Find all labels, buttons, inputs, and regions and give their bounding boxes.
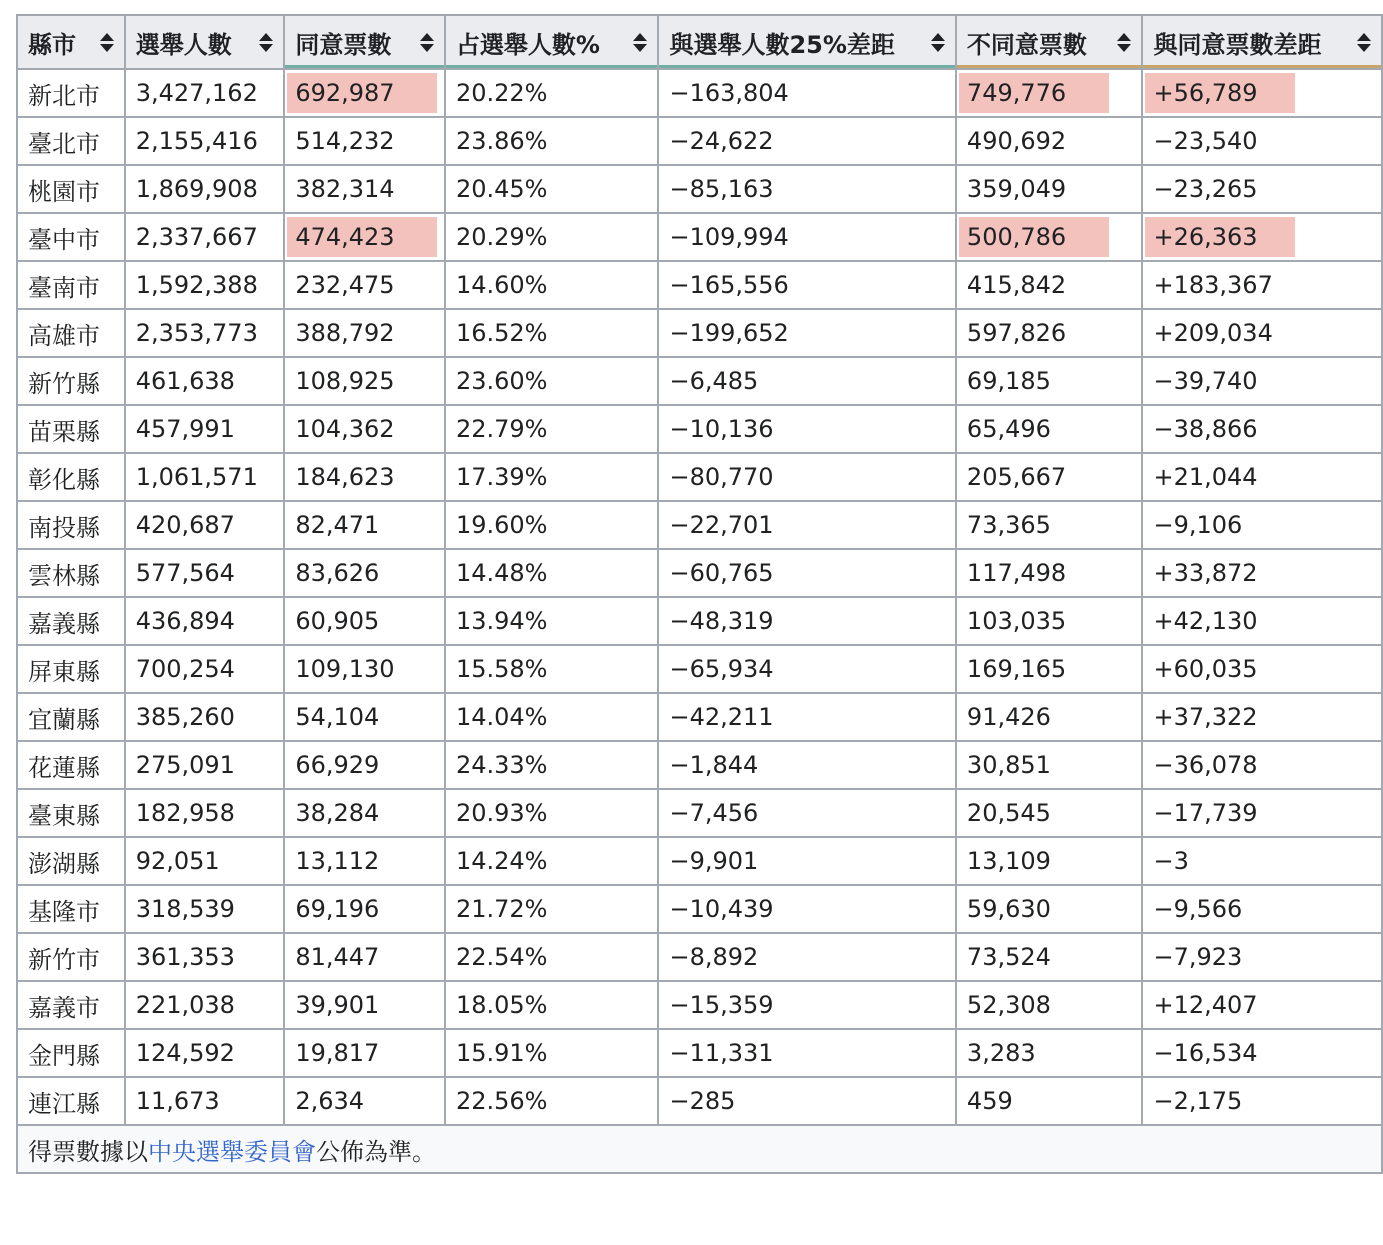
electorate-cell: 361,353 xyxy=(125,933,285,981)
table-row xyxy=(17,933,1382,981)
electorate-cell: 436,894 xyxy=(125,597,285,645)
agree-percent-cell: 22.79% xyxy=(445,405,659,453)
electorate-cell: 3,427,162 xyxy=(125,69,285,117)
agree-votes-cell: 82,471 xyxy=(284,501,445,549)
gap-agree-cell xyxy=(1142,69,1382,117)
cec-link[interactable]: 中央選舉委員會 xyxy=(148,1137,316,1166)
electorate-cell: 11,673 xyxy=(125,1077,285,1125)
table-row xyxy=(17,117,1382,165)
gap-agree-cell xyxy=(1142,213,1382,261)
agree-percent-cell: 20.93% xyxy=(445,789,659,837)
header-row xyxy=(17,15,1382,69)
cell-text: 500,786 xyxy=(966,223,1067,251)
agree-percent-cell: 13.94% xyxy=(445,597,659,645)
table-row xyxy=(17,885,1382,933)
gap-25-cell: −7,456 xyxy=(658,789,955,837)
footnote-row xyxy=(17,1125,1382,1173)
agree-votes-cell: 382,314 xyxy=(284,165,445,213)
table-row xyxy=(17,549,1382,597)
disagree-votes-cell: 359,049 xyxy=(956,165,1143,213)
disagree-votes-cell: 73,524 xyxy=(956,933,1143,981)
col-header-disagree-votes[interactable]: 不同意票數 xyxy=(956,15,1143,69)
county-cell: 南投縣 xyxy=(17,501,125,549)
cell-text: 692,987 xyxy=(295,79,395,107)
gap-25-cell: −285 xyxy=(658,1077,955,1125)
gap-agree-cell: +21,044 xyxy=(1142,453,1382,501)
county-cell: 金門縣 xyxy=(17,1029,125,1077)
disagree-votes-cell: 20,545 xyxy=(956,789,1143,837)
agree-votes-cell: 109,130 xyxy=(284,645,445,693)
gap-25-cell: −9,901 xyxy=(658,837,955,885)
gap-25-cell: −163,804 xyxy=(658,69,955,117)
table-row xyxy=(17,501,1382,549)
gap-agree-cell: +12,407 xyxy=(1142,981,1382,1029)
gap-agree-cell: +42,130 xyxy=(1142,597,1382,645)
table-row xyxy=(17,69,1382,117)
electorate-cell: 2,353,773 xyxy=(125,309,285,357)
gap-25-cell: −11,331 xyxy=(658,1029,955,1077)
agree-percent-cell: 17.39% xyxy=(445,453,659,501)
gap-25-cell: −8,892 xyxy=(658,933,955,981)
agree-votes-cell: 69,196 xyxy=(284,885,445,933)
disagree-votes-cell: 459 xyxy=(956,1077,1143,1125)
gap-25-cell: −65,934 xyxy=(658,645,955,693)
gap-agree-cell: +33,872 xyxy=(1142,549,1382,597)
county-cell: 臺南市 xyxy=(17,261,125,309)
disagree-votes-cell: 30,851 xyxy=(956,741,1143,789)
agree-percent-cell: 14.24% xyxy=(445,837,659,885)
agree-percent-cell: 24.33% xyxy=(445,741,659,789)
disagree-votes-cell: 59,630 xyxy=(956,885,1143,933)
col-header-gap-25[interactable]: 與選舉人數25%差距 xyxy=(658,15,955,69)
gap-25-cell: −80,770 xyxy=(658,453,955,501)
electorate-cell: 124,592 xyxy=(125,1029,285,1077)
table-row xyxy=(17,981,1382,1029)
disagree-votes-cell: 3,283 xyxy=(956,1029,1143,1077)
cell-text: 749,776 xyxy=(966,79,1067,107)
agree-percent-cell: 21.72% xyxy=(445,885,659,933)
agree-votes-cell: 81,447 xyxy=(284,933,445,981)
disagree-votes-cell: 205,667 xyxy=(956,453,1143,501)
electorate-cell: 385,260 xyxy=(125,693,285,741)
agree-percent-cell: 23.86% xyxy=(445,117,659,165)
gap-25-cell: −15,359 xyxy=(658,981,955,1029)
gap-agree-cell: −9,106 xyxy=(1142,501,1382,549)
col-header-agree-percent[interactable]: 占選舉人數% xyxy=(445,15,659,69)
agree-percent-cell: 16.52% xyxy=(445,309,659,357)
electorate-cell: 1,869,908 xyxy=(125,165,285,213)
table-row xyxy=(17,645,1382,693)
table-row xyxy=(17,789,1382,837)
agree-percent-cell: 23.60% xyxy=(445,357,659,405)
agree-votes-cell: 388,792 xyxy=(284,309,445,357)
gap-agree-cell: −36,078 xyxy=(1142,741,1382,789)
gap-agree-cell: +37,322 xyxy=(1142,693,1382,741)
col-header-gap-agree[interactable]: 與同意票數差距 xyxy=(1142,15,1382,69)
col-header-electorate[interactable]: 選舉人數 xyxy=(125,15,285,69)
gap-agree-cell: +209,034 xyxy=(1142,309,1382,357)
electorate-cell: 275,091 xyxy=(125,741,285,789)
agree-percent-cell: 20.22% xyxy=(445,69,659,117)
gap-agree-cell: −23,265 xyxy=(1142,165,1382,213)
gap-25-cell: −24,622 xyxy=(658,117,955,165)
table-row xyxy=(17,213,1382,261)
agree-percent-cell: 20.29% xyxy=(445,213,659,261)
electorate-cell: 318,539 xyxy=(125,885,285,933)
cell-text: +26,363 xyxy=(1153,223,1258,251)
electorate-cell: 461,638 xyxy=(125,357,285,405)
disagree-votes-cell xyxy=(956,69,1143,117)
agree-votes-cell xyxy=(284,69,445,117)
disagree-votes-cell: 65,496 xyxy=(956,405,1143,453)
agree-votes-cell: 232,475 xyxy=(284,261,445,309)
county-cell: 澎湖縣 xyxy=(17,837,125,885)
gap-agree-cell: −9,566 xyxy=(1142,885,1382,933)
sort-icon xyxy=(633,31,647,53)
county-cell: 雲林縣 xyxy=(17,549,125,597)
disagree-votes-cell: 103,035 xyxy=(956,597,1143,645)
county-cell: 臺北市 xyxy=(17,117,125,165)
table-row xyxy=(17,405,1382,453)
electorate-cell: 182,958 xyxy=(125,789,285,837)
table-row xyxy=(17,261,1382,309)
sort-icon xyxy=(931,31,945,53)
agree-votes-cell: 184,623 xyxy=(284,453,445,501)
county-cell: 臺東縣 xyxy=(17,789,125,837)
gap-agree-cell: −39,740 xyxy=(1142,357,1382,405)
sort-icon xyxy=(1117,31,1131,53)
disagree-votes-cell: 597,826 xyxy=(956,309,1143,357)
gap-agree-cell: +60,035 xyxy=(1142,645,1382,693)
sort-icon xyxy=(259,31,273,53)
table-row xyxy=(17,165,1382,213)
table-wrapper xyxy=(16,14,1383,1174)
agree-votes-cell: 514,232 xyxy=(284,117,445,165)
agree-votes-cell xyxy=(284,213,445,261)
disagree-votes-cell: 117,498 xyxy=(956,549,1143,597)
table-row xyxy=(17,1077,1382,1125)
gap-agree-cell: −2,175 xyxy=(1142,1077,1382,1125)
agree-percent-cell: 22.54% xyxy=(445,933,659,981)
agree-votes-cell: 13,112 xyxy=(284,837,445,885)
electorate-cell: 457,991 xyxy=(125,405,285,453)
agree-percent-cell: 15.58% xyxy=(445,645,659,693)
disagree-votes-cell: 169,165 xyxy=(956,645,1143,693)
disagree-votes-cell: 69,185 xyxy=(956,357,1143,405)
gap-25-cell: −10,439 xyxy=(658,885,955,933)
gap-25-cell: −42,211 xyxy=(658,693,955,741)
disagree-votes-cell: 415,842 xyxy=(956,261,1143,309)
electorate-cell: 1,592,388 xyxy=(125,261,285,309)
agree-votes-cell: 38,284 xyxy=(284,789,445,837)
gap-agree-cell: −16,534 xyxy=(1142,1029,1382,1077)
col-header-agree-votes[interactable]: 同意票數 xyxy=(284,15,445,69)
county-cell: 新竹縣 xyxy=(17,357,125,405)
disagree-votes-cell: 91,426 xyxy=(956,693,1143,741)
county-cell: 基隆市 xyxy=(17,885,125,933)
agree-votes-cell: 60,905 xyxy=(284,597,445,645)
table-row xyxy=(17,741,1382,789)
county-cell: 苗栗縣 xyxy=(17,405,125,453)
agree-votes-cell: 104,362 xyxy=(284,405,445,453)
agree-percent-cell: 15.91% xyxy=(445,1029,659,1077)
disagree-votes-cell: 73,365 xyxy=(956,501,1143,549)
disagree-votes-cell xyxy=(956,213,1143,261)
gap-25-cell: −199,652 xyxy=(658,309,955,357)
gap-agree-cell: −23,540 xyxy=(1142,117,1382,165)
electorate-cell: 700,254 xyxy=(125,645,285,693)
agree-votes-cell: 108,925 xyxy=(284,357,445,405)
county-cell: 宜蘭縣 xyxy=(17,693,125,741)
gap-25-cell: −165,556 xyxy=(658,261,955,309)
gap-25-cell: −6,485 xyxy=(658,357,955,405)
table-row xyxy=(17,309,1382,357)
agree-votes-cell: 2,634 xyxy=(284,1077,445,1125)
table-row xyxy=(17,453,1382,501)
electorate-cell: 420,687 xyxy=(125,501,285,549)
gap-25-cell: −60,765 xyxy=(658,549,955,597)
sort-icon xyxy=(100,31,114,53)
disagree-votes-cell: 490,692 xyxy=(956,117,1143,165)
disagree-votes-cell: 52,308 xyxy=(956,981,1143,1029)
county-cell: 花蓮縣 xyxy=(17,741,125,789)
gap-agree-cell: +183,367 xyxy=(1142,261,1382,309)
agree-votes-cell: 66,929 xyxy=(284,741,445,789)
gap-25-cell: −109,994 xyxy=(658,213,955,261)
gap-agree-cell: −38,866 xyxy=(1142,405,1382,453)
gap-25-cell: −22,701 xyxy=(658,501,955,549)
table-row xyxy=(17,357,1382,405)
disagree-votes-cell: 13,109 xyxy=(956,837,1143,885)
county-cell: 連江縣 xyxy=(17,1077,125,1125)
agree-votes-cell: 19,817 xyxy=(284,1029,445,1077)
results-table xyxy=(16,14,1383,1174)
agree-percent-cell: 20.45% xyxy=(445,165,659,213)
county-cell: 彰化縣 xyxy=(17,453,125,501)
cell-text: +56,789 xyxy=(1153,79,1258,107)
table-body xyxy=(17,69,1382,1125)
gap-agree-cell: −7,923 xyxy=(1142,933,1382,981)
sort-icon xyxy=(1357,31,1371,53)
electorate-cell: 577,564 xyxy=(125,549,285,597)
gap-25-cell: −1,844 xyxy=(658,741,955,789)
gap-agree-cell: −3 xyxy=(1142,837,1382,885)
gap-25-cell: −10,136 xyxy=(658,405,955,453)
county-cell: 高雄市 xyxy=(17,309,125,357)
table-row xyxy=(17,837,1382,885)
electorate-cell: 221,038 xyxy=(125,981,285,1029)
cell-text: 474,423 xyxy=(295,223,395,251)
agree-votes-cell: 54,104 xyxy=(284,693,445,741)
gap-25-cell: −48,319 xyxy=(658,597,955,645)
electorate-cell: 2,337,667 xyxy=(125,213,285,261)
table-row xyxy=(17,1029,1382,1077)
county-cell: 臺中市 xyxy=(17,213,125,261)
sort-icon xyxy=(420,31,434,53)
county-cell: 新竹市 xyxy=(17,933,125,981)
col-header-county[interactable]: 縣市 xyxy=(17,15,125,69)
table-row xyxy=(17,597,1382,645)
county-cell: 屏東縣 xyxy=(17,645,125,693)
agree-percent-cell: 14.60% xyxy=(445,261,659,309)
electorate-cell: 2,155,416 xyxy=(125,117,285,165)
agree-percent-cell: 14.04% xyxy=(445,693,659,741)
agree-votes-cell: 83,626 xyxy=(284,549,445,597)
agree-votes-cell: 39,901 xyxy=(284,981,445,1029)
gap-agree-cell: −17,739 xyxy=(1142,789,1382,837)
county-cell: 嘉義市 xyxy=(17,981,125,1029)
footnote: 得票數據以中央選舉委員會公佈為準。 xyxy=(17,1125,1382,1173)
gap-25-cell: −85,163 xyxy=(658,165,955,213)
agree-percent-cell: 14.48% xyxy=(445,549,659,597)
agree-percent-cell: 19.60% xyxy=(445,501,659,549)
county-cell: 嘉義縣 xyxy=(17,597,125,645)
table-row xyxy=(17,693,1382,741)
county-cell: 新北市 xyxy=(17,69,125,117)
agree-percent-cell: 18.05% xyxy=(445,981,659,1029)
agree-percent-cell: 22.56% xyxy=(445,1077,659,1125)
electorate-cell: 92,051 xyxy=(125,837,285,885)
county-cell: 桃園市 xyxy=(17,165,125,213)
electorate-cell: 1,061,571 xyxy=(125,453,285,501)
